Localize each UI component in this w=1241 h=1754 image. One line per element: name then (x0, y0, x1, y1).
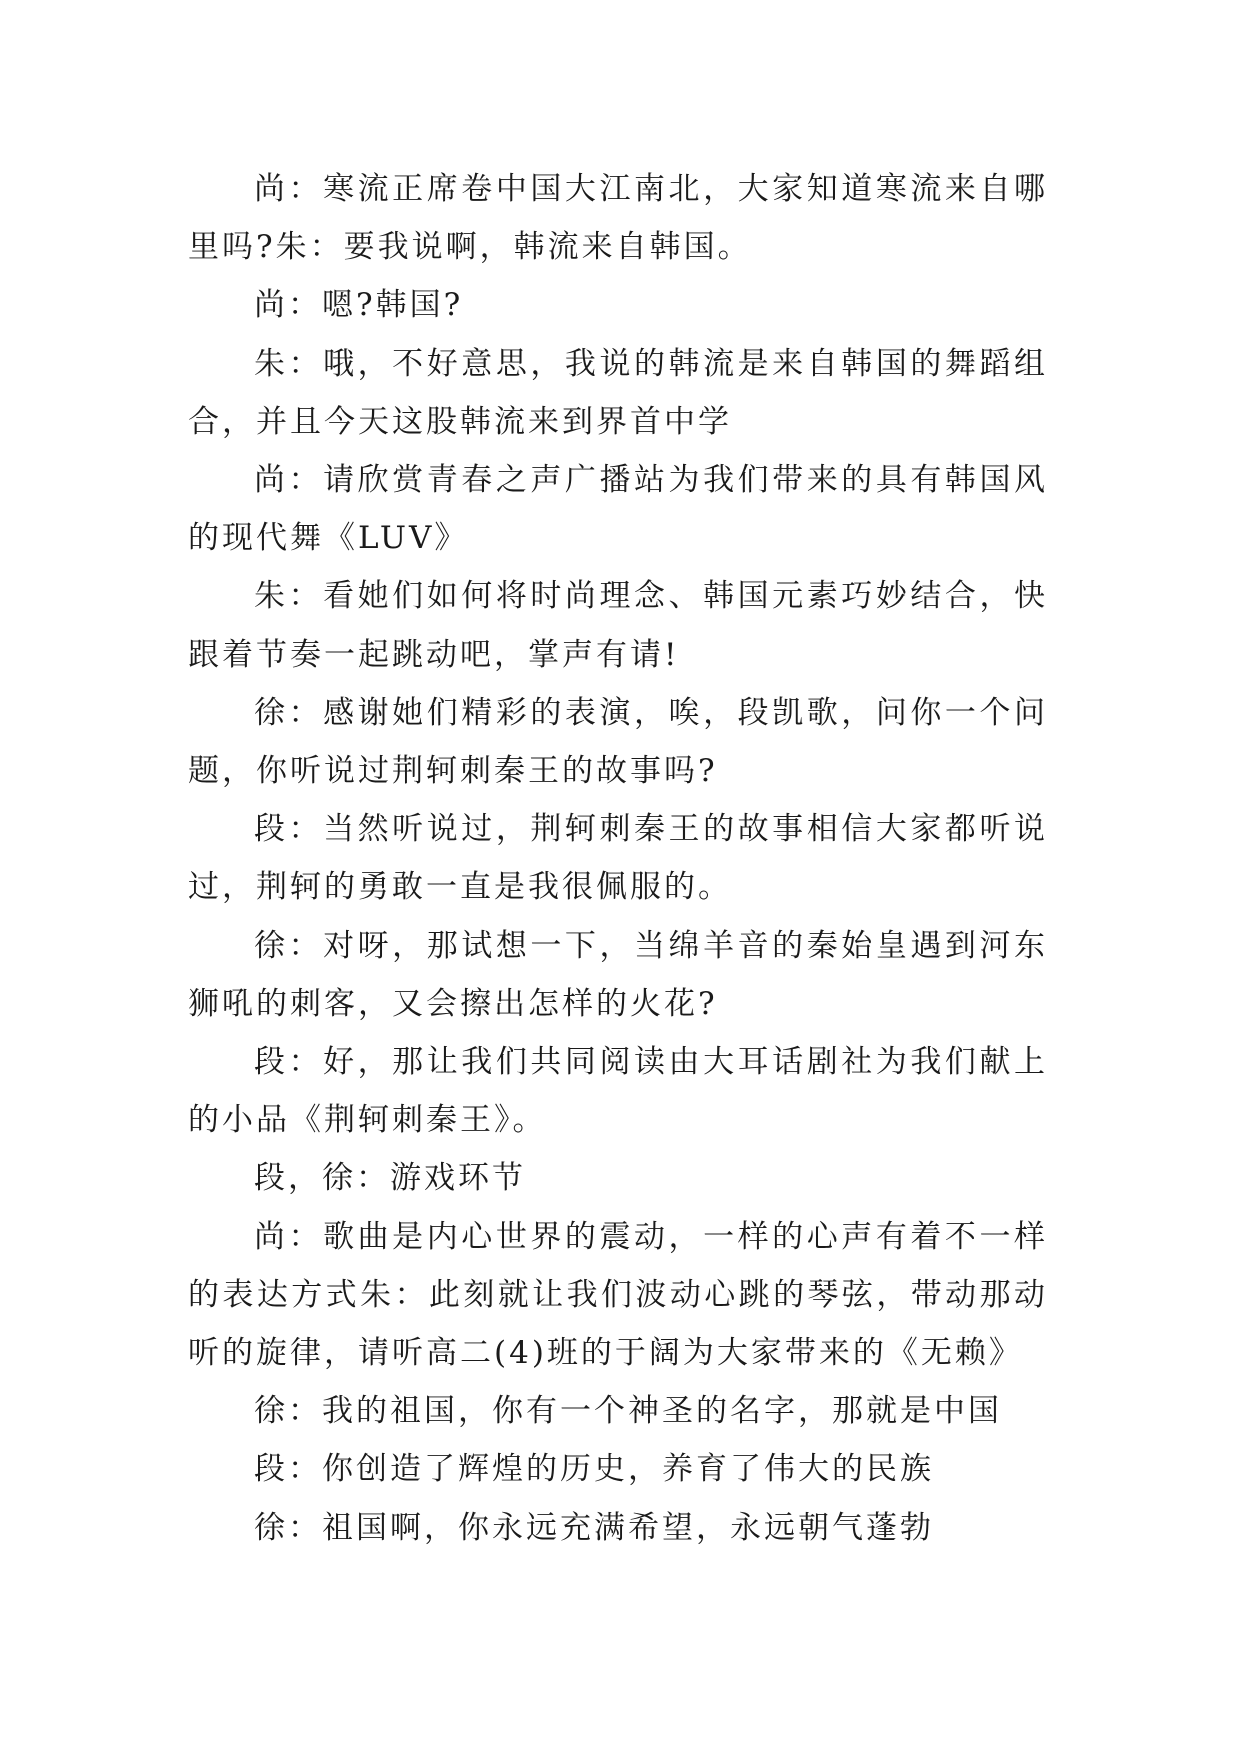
paragraph-3: 朱：哦，不好意思，我说的韩流是来自韩国的舞蹈组合，并且今天这股韩流来到界首中学 (188, 345, 1048, 440)
paragraph-9: 段：好，那让我们共同阅读由大耳话剧社为我们献上的小品《荆轲刺秦王》。 (188, 1044, 1048, 1139)
paragraph-5: 朱：看她们如何将时尚理念、韩国元素巧妙结合，快跟着节奏一起跳动吧，掌声有请! (188, 578, 1048, 673)
document-body (188, 160, 1048, 1557)
paragraph-1: 尚：寒流正席卷中国大江南北，大家知道寒流来自哪里吗?朱：要我说啊，韩流来自韩国。 (188, 171, 1048, 266)
paragraph-2: 尚：嗯?韩国? (254, 287, 464, 324)
paragraph-6: 徐：感谢她们精彩的表演，唉，段凯歌，问你一个问题，你听说过荆轲刺秦王的故事吗? (188, 694, 1048, 790)
paragraph-11: 尚：歌曲是内心世界的震动，一样的心声有着不一样的表达方式朱：此刻就让我们波动心跳的琴弦，带动那动听的旋律，请听高二(4)班的于阔为大家带来的《无赖》 (188, 1218, 1048, 1372)
paragraph-13: 段：你创造了辉煌的历史，养育了伟大的民族 (254, 1451, 934, 1488)
paragraph-8: 徐：对呀，那试想一下，当绵羊音的秦始皇遇到河东狮吼的刺客，又会擦出怎样的火花? (188, 927, 1048, 1022)
paragraph-10: 段，徐：游戏环节 (254, 1160, 526, 1197)
paragraph-4: 尚：请欣赏青春之声广播站为我们带来的具有韩国风的现代舞《LUV》 (188, 462, 1048, 557)
paragraph-7: 段：当然听说过，荆轲刺秦王的故事相信大家都听说过，荆轲的勇敢一直是我很佩服的。 (188, 811, 1048, 906)
paragraph-12: 徐：我的祖国，你有一个神圣的名字，那就是中国 (254, 1393, 1002, 1430)
paragraph-14: 徐：祖国啊，你永远充满希望，永远朝气蓬勃 (254, 1509, 934, 1546)
